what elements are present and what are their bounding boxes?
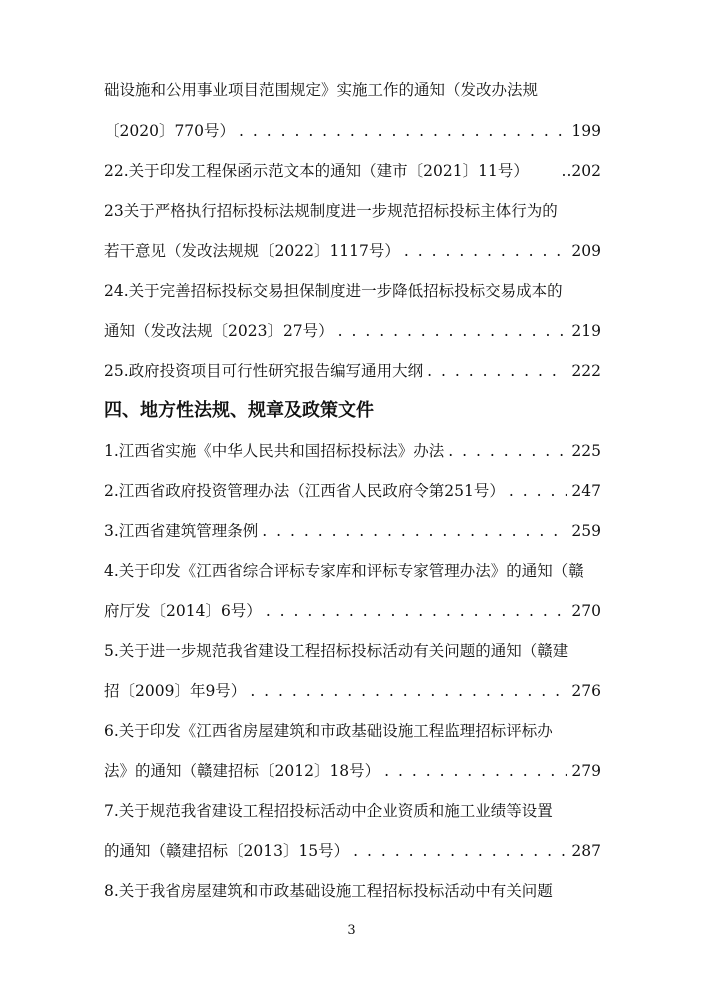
toc-entry-line xyxy=(104,638,601,664)
toc-entry-line xyxy=(104,838,601,864)
toc-page-number: 279 xyxy=(571,762,601,780)
toc-page-number: 225 xyxy=(571,442,601,460)
toc-entry-text: 若干意见（发改法规规〔2022〕1117号） xyxy=(104,242,400,260)
toc-page-number: 259 xyxy=(571,522,601,540)
toc-entry-line xyxy=(104,198,601,224)
dot-leader xyxy=(353,838,567,864)
toc-entry-line xyxy=(104,118,601,144)
toc-entry-text: 法》的通知（赣建招标〔2012〕18号） xyxy=(104,762,381,780)
toc-entry-text: 22.关于印发工程保函示范文本的通知（建市〔2021〕11号） xyxy=(104,162,529,180)
toc-entry-line xyxy=(104,798,601,824)
page-number: 3 xyxy=(347,923,356,938)
toc-entry-text: 4.关于印发《江西省综合评标专家库和评标专家管理办法》的通知（赣 xyxy=(104,562,584,580)
dot-leader xyxy=(509,478,568,504)
toc-entry-text: 府厅发〔2014〕6号） xyxy=(104,602,262,620)
toc-entry-text: 招〔2009〕年9号） xyxy=(104,682,247,700)
toc-entry-line xyxy=(104,718,601,744)
dot-leader xyxy=(262,518,567,544)
dot-leader xyxy=(448,438,567,464)
toc-entry-text: 的通知（赣建招标〔2013〕15号） xyxy=(104,842,350,860)
toc-entry-line xyxy=(104,238,601,264)
toc-page-number: 276 xyxy=(571,682,601,700)
toc-entry-text: 2.江西省政府投资管理办法（江西省人民政府令第251号） xyxy=(104,482,505,500)
toc-entry-text: 8.关于我省房屋建筑和市政基础设施工程招标投标活动中有关问题 xyxy=(104,882,553,900)
dot-leader xyxy=(239,118,567,144)
dot-leader xyxy=(250,678,567,704)
toc-page-number: 199 xyxy=(571,122,601,140)
dot-leader xyxy=(384,758,567,784)
toc-entry-line xyxy=(104,318,601,344)
toc-entry-line xyxy=(104,678,601,704)
toc-page-number: 209 xyxy=(571,242,601,260)
dot-leader xyxy=(338,318,568,344)
toc-entry-line xyxy=(104,478,601,504)
toc-entry-line xyxy=(104,358,601,384)
dot-leader xyxy=(266,598,568,624)
toc-entry-line xyxy=(104,278,601,304)
toc-entry-text: 3.江西省建筑管理条例 xyxy=(104,522,259,540)
toc-entry-text: 7.关于规范我省建设工程招投标活动中企业资质和施工业绩等设置 xyxy=(104,802,553,820)
toc-entry-text: 〔2020〕770号） xyxy=(104,122,236,140)
toc-page-number: ..202 xyxy=(561,162,601,180)
toc-entry-text: 25.政府投资项目可行性研究报告编写通用大纲 xyxy=(104,362,424,380)
toc-entry-text: 6.关于印发《江西省房屋建筑和市政基础设施工程监理招标评标办 xyxy=(104,722,553,740)
toc-entry-line xyxy=(104,558,601,584)
toc-entry-line xyxy=(104,518,601,544)
toc-entry-text: 5.关于进一步规范我省建设工程招标投标活动有关问题的通知（赣建 xyxy=(104,642,569,660)
toc-entry-text: 23关于严格执行招标投标法规制度进一步规范招标投标主体行为的 xyxy=(104,202,558,220)
dot-leader xyxy=(427,358,567,384)
toc-page-number: 222 xyxy=(571,362,601,380)
toc-entry-text: 1.江西省实施《中华人民共和国招标投标法》办法 xyxy=(104,442,445,460)
toc-page-number: 247 xyxy=(571,482,601,500)
section-heading: 四、地方性法规、规章及政策文件 xyxy=(104,400,374,421)
toc-entry-line xyxy=(104,438,601,464)
toc-page-number: 287 xyxy=(571,842,601,860)
toc-entry-text: 础设施和公用事业项目范围规定》实施工作的通知（发改办法规 xyxy=(104,81,539,99)
toc-entry-line xyxy=(104,878,601,904)
toc-entry-line xyxy=(104,598,601,624)
toc-entry-line xyxy=(104,758,601,784)
toc-entry-line xyxy=(104,158,601,184)
toc-page-number: 270 xyxy=(571,602,601,620)
toc-entry-text: 通知（发改法规〔2023〕27号） xyxy=(104,322,334,340)
toc-entry-text: 24.关于完善招标投标交易担保制度进一步降低招标投标交易成本的 xyxy=(104,282,563,300)
toc-entry-line xyxy=(104,77,601,103)
toc-page-number: 219 xyxy=(571,322,601,340)
dot-leader xyxy=(404,238,568,264)
